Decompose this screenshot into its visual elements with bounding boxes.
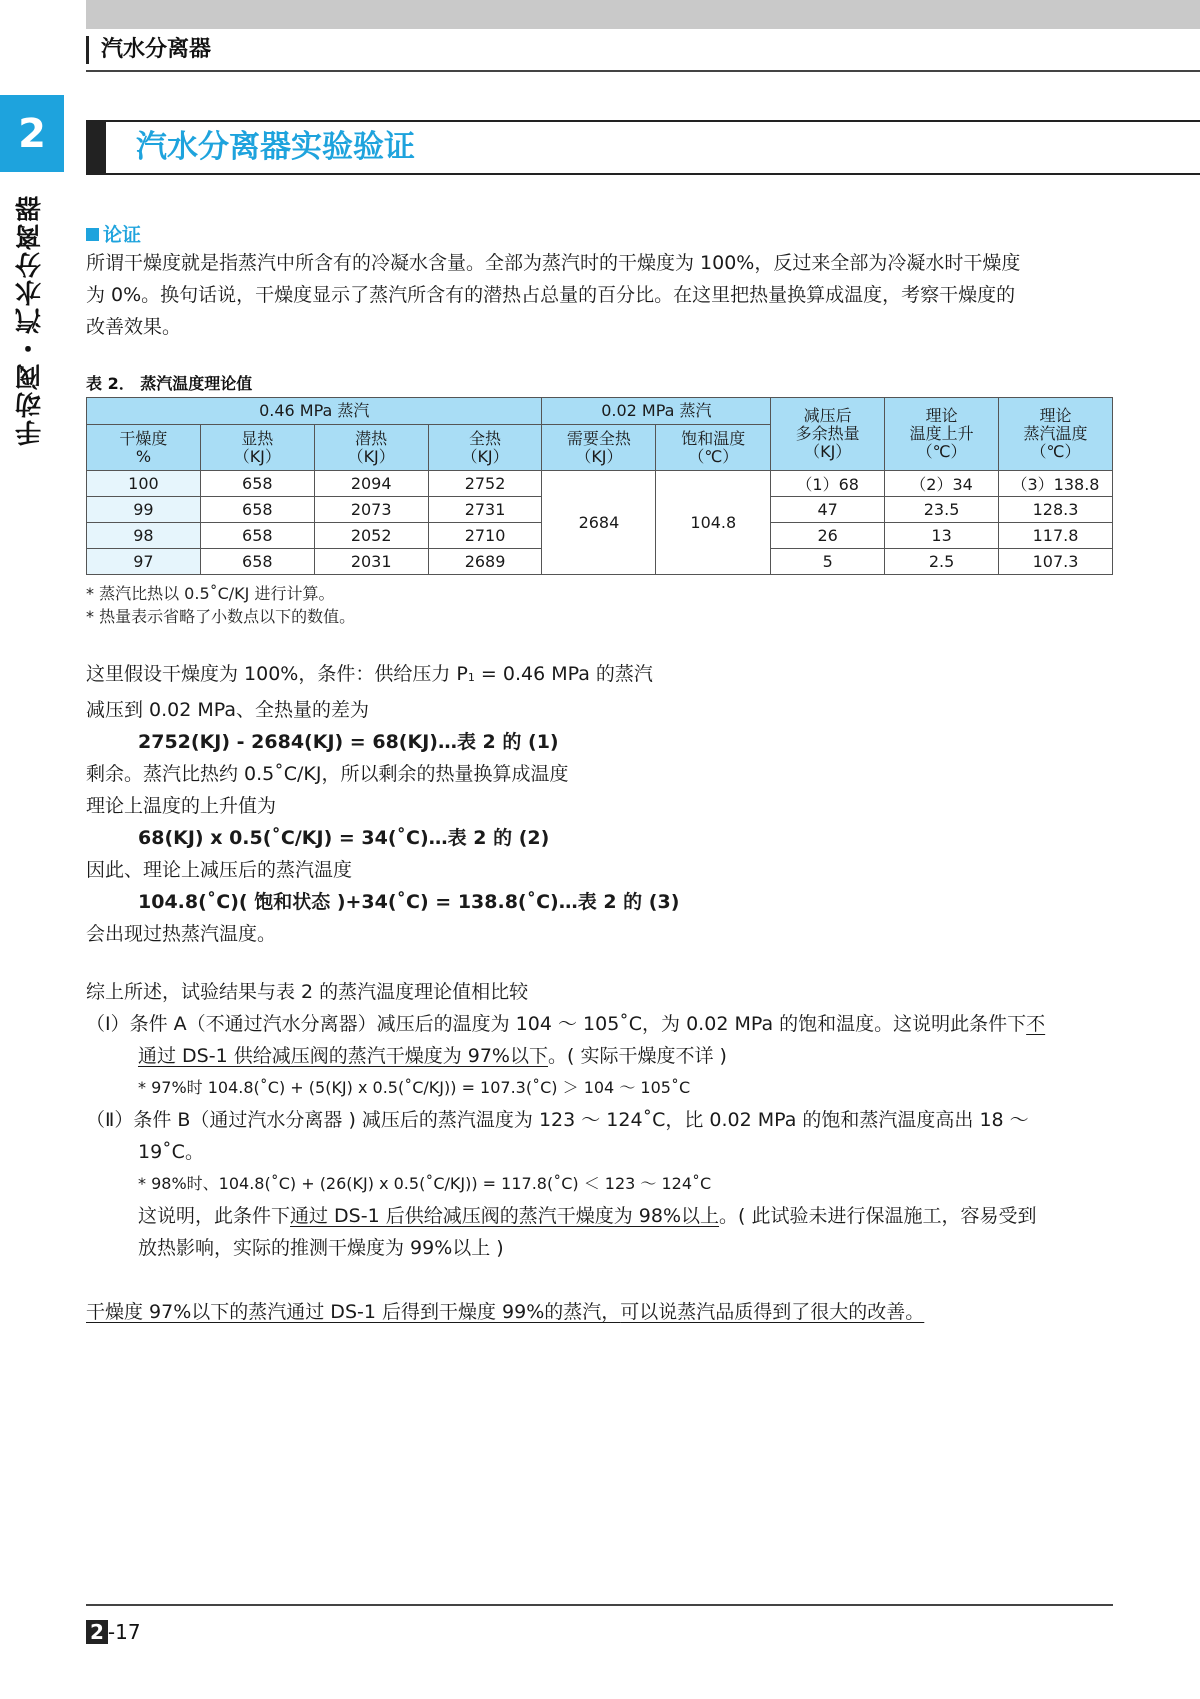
cell-total: 2731 — [428, 497, 542, 523]
col-header-total: 全热 （KJ） — [428, 425, 542, 471]
argument-label — [86, 220, 141, 247]
cell-temp: 128.3 — [999, 497, 1113, 523]
argument-paragraph — [86, 247, 1020, 343]
table-note-2: * 热量表示省略了小数点以下的数值。 — [86, 607, 356, 626]
square-bullet-icon — [86, 228, 99, 241]
cell-rise: 13 — [885, 523, 999, 549]
page-number — [86, 1620, 141, 1644]
cell-total: 2689 — [428, 549, 542, 575]
cell-sensible: 658 — [200, 497, 314, 523]
group-header-002: 0.02 MPa 蒸汽 — [542, 398, 771, 425]
explain-line-1: 这里假设干燥度为 100%，条件：供给压力 P1 = 0.46 MPa 的蒸汽 — [86, 663, 653, 685]
condition-b-line-3: 这说明，此条件下通过 DS-1 后供给减压阀的蒸汽干燥度为 98%以上。( 此试验未进行保温施工，容易受到 — [138, 1205, 1037, 1227]
section-heading-bar — [86, 122, 106, 173]
explain-line-3: 剩余。蒸汽比热约 0.5˚C/KJ，所以剩余的热量换算成温度 — [86, 763, 569, 785]
argument-line-2: 为 0%。换句话说，干燥度显示了蒸汽所含有的潜热占总量的百分比。在这里把热量换算成温度，考察干燥度的 — [86, 284, 1016, 306]
cell-dry: 98 — [87, 523, 201, 549]
cell-sat-merged: 104.8 — [656, 471, 771, 575]
cell-total: 2710 — [428, 523, 542, 549]
section-title: 汽水分离器实验验证 — [136, 129, 415, 165]
col-header-sensible: 显热 （KJ） — [200, 425, 314, 471]
cell-temp: 117.8 — [999, 523, 1113, 549]
cell-excess: 47 — [771, 497, 885, 523]
col-header-excess: 减压后 多余热量 （KJ） — [771, 398, 885, 471]
cell-excess: 5 — [771, 549, 885, 575]
group-header-046: 0.46 MPa 蒸汽 — [87, 398, 542, 425]
section-heading — [86, 120, 1200, 175]
table-caption: 表 2． 蒸汽温度理论值 — [86, 374, 253, 393]
cell-latent: 2094 — [314, 471, 428, 497]
cell-dry: 97 — [87, 549, 201, 575]
formula-2: 68(KJ) x 0.5(˚C/KJ) = 34(˚C)…表 2 的 (2) — [138, 827, 550, 849]
cell-rise: 2.5 — [885, 549, 999, 575]
page-number-chapter: 2 — [86, 1620, 108, 1644]
table-row — [87, 471, 1113, 497]
explain-line-6: 会出现过热蒸汽温度。 — [86, 923, 277, 945]
condition-b-calc: * 98%时、104.8(˚C) + (26(KJ) x 0.5(˚C/KJ)) = 117.8(˚C) ＜ 123 ～ 124˚C — [138, 1174, 712, 1193]
col-header-dry: 干燥度 % — [87, 425, 201, 471]
explain-line-5: 因此、理论上减压后的蒸汽温度 — [86, 859, 353, 881]
condition-a-line-2: 通过 DS-1 供给减压阀的蒸汽干燥度为 97%以下。( 实际干燥度不详 ) — [138, 1045, 727, 1067]
formula-1: 2752(KJ) - 2684(KJ) = 68(KJ)…表 2 的 (1) — [138, 731, 559, 753]
cell-temp: 107.3 — [999, 549, 1113, 575]
top-gray-bar — [86, 0, 1200, 29]
col-header-need: 需要全热 （KJ） — [542, 425, 656, 471]
explain-line-4: 理论上温度的上升值为 — [86, 795, 277, 817]
condition-a-calc: * 97%时 104.8(˚C) + (5(KJ) x 0.5(˚C/KJ)) = 107.3(˚C) ＞ 104 ～ 105˚C — [138, 1078, 691, 1097]
explain-line-2: 减压到 0.02 MPa、全热量的差为 — [86, 699, 370, 721]
compare-intro: 综上所述，试验结果与表 2 的蒸汽温度理论值相比较 — [86, 981, 529, 1003]
cell-sensible: 658 — [200, 471, 314, 497]
formula-3: 104.8(˚C)( 饱和状态 )+34(˚C) = 138.8(˚C)…表 2 的 (3) — [138, 891, 680, 913]
conclusion — [86, 1296, 924, 1328]
cell-rise: （2）34 — [885, 471, 999, 497]
col-header-rise: 理论 温度上升 （℃） — [885, 398, 999, 471]
col-header-latent: 潜热 （KJ） — [314, 425, 428, 471]
cell-latent: 2073 — [314, 497, 428, 523]
cell-dry: 99 — [87, 497, 201, 523]
steam-temperature-table — [86, 397, 1113, 575]
chapter-vertical-title: 手动阀・汽水分离器 — [15, 194, 46, 446]
condition-b-line-1: （Ⅱ）条件 B（通过汽水分离器 ) 减压后的蒸汽温度为 123 ～ 124˚C，比 0.02 MPa 的饱和蒸汽温度高出 18 ～ — [86, 1109, 1029, 1131]
comparison-block — [86, 976, 1045, 1264]
condition-b-line-4: 放热影响，实际的推测干燥度为 99%以上 ) — [138, 1237, 504, 1259]
chapter-tab: 2 — [0, 95, 64, 172]
cell-latent: 2031 — [314, 549, 428, 575]
cell-latent: 2052 — [314, 523, 428, 549]
condition-b-line-2: 19˚C。 — [138, 1141, 204, 1163]
conclusion-part-2: 可以说蒸汽品质得到了很大的改善。 — [620, 1301, 925, 1323]
argument-line-3: 改善效果。 — [86, 316, 182, 338]
cell-sensible: 658 — [200, 523, 314, 549]
cell-total: 2752 — [428, 471, 542, 497]
col-header-sat: 饱和温度 （℃） — [656, 425, 771, 471]
cell-rise: 23.5 — [885, 497, 999, 523]
condition-a-line-1: （Ⅰ）条件 A（不通过汽水分离器）减压后的温度为 104 ～ 105˚C，为 0.02 MPa 的饱和温度。这说明此条件下不 — [86, 1013, 1046, 1035]
header-divider — [86, 70, 1200, 72]
explanation-block — [86, 658, 679, 950]
cell-sensible: 658 — [200, 549, 314, 575]
cell-dry: 100 — [87, 471, 201, 497]
table-note-1: * 蒸汽比热以 0.5˚C/KJ 进行计算。 — [86, 584, 335, 603]
page-number-rest: -17 — [107, 1620, 141, 1644]
col-header-temp: 理论 蒸汽温度 （℃） — [999, 398, 1113, 471]
page-header-title: 汽水分离器 — [86, 36, 211, 64]
argument-label-text: 论证 — [103, 224, 142, 246]
cell-excess: （1）68 — [771, 471, 885, 497]
table-notes — [86, 582, 355, 628]
cell-need-merged: 2684 — [542, 471, 656, 575]
argument-line-1: 所谓干燥度就是指蒸汽中所含有的冷凝水含量。全部为蒸汽时的干燥度为 100%，反过来全部为冷凝水时干燥度 — [86, 252, 1021, 274]
cell-temp: （3）138.8 — [999, 471, 1113, 497]
footer-divider — [86, 1604, 1113, 1606]
conclusion-part-1: 干燥度 97%以下的蒸汽通过 DS-1 后得到干燥度 99%的蒸汽， — [86, 1301, 621, 1323]
cell-excess: 26 — [771, 523, 885, 549]
